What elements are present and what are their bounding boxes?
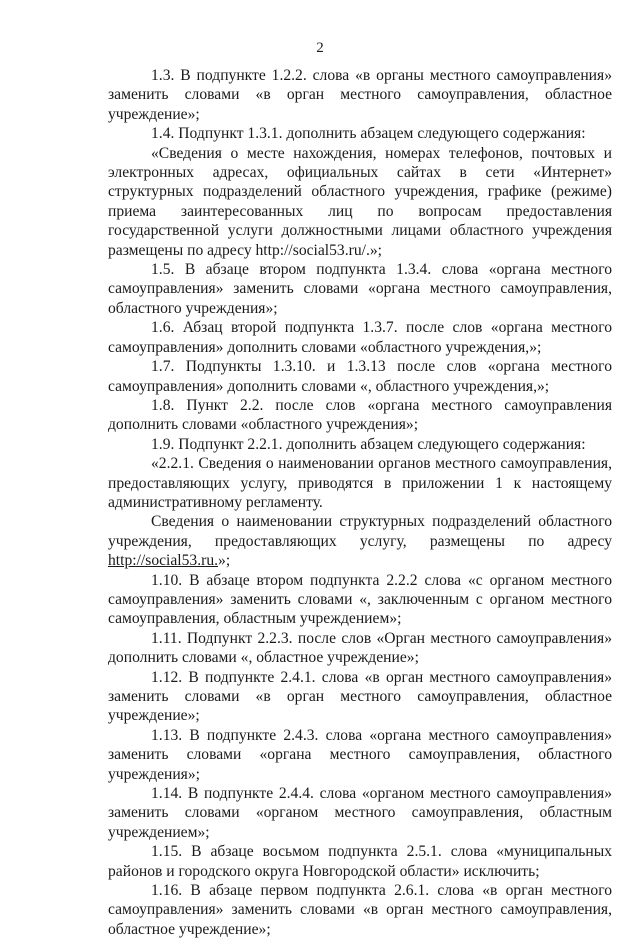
paragraph-1-16: 1.16. В абзаце первом подпункта 2.6.1. слова «в орган местного самоуправления» заменить словами «в орган местного самоуправления, областное учреждение»; [108, 882, 612, 938]
paragraph-1-14: 1.14. В подпункте 2.4.4. слова «органом местного самоуправления» заменить словами «органом местного самоуправления, областным учреждением»; [108, 785, 612, 841]
paragraph-1-10: 1.10. В абзаце втором подпункта 2.2.2 слова «с органом местного самоуправления» заменить словами «, заключенным с органом местного самоуправления, областным учреждением»; [108, 571, 612, 628]
paragraph-1-5: 1.5. В абзаце втором подпункта 1.3.4. слова «органа местного самоуправления» заменить словами «органа местного самоуправления, областного учреждения»; [108, 261, 612, 317]
link-suffix: »; [218, 552, 231, 570]
paragraph-1-7: 1.7. Подпункты 1.3.10. и 1.3.13 после слов «органа местного самоуправления» дополнить словами «, областного учреждения,»; [108, 358, 612, 395]
paragraph-1-6: 1.6. Абзац второй подпункта 1.3.7. после слов «органа местного самоуправления» дополнить словами «областного учреждения,»; [108, 319, 612, 356]
social53-link[interactable]: http://social53.ru. [108, 552, 219, 570]
paragraph-1-9-insert-2 [108, 512, 612, 570]
document-body [108, 66, 612, 939]
paragraph-1-3: 1.3. В подпункте 1.2.2. слова «в органы местного самоуправления» заменить словами «в орган местного самоуправления, областное учреждение»; [108, 67, 612, 123]
paragraph-1-11: 1.11. Подпункт 2.2.3. после слов «Орган местного самоуправления» дополнить словами «, областное учреждение»; [108, 629, 612, 667]
paragraph-1-12: 1.12. В подпункте 2.4.1. слова «в орган местного самоуправления» заменить словами «в орган местного самоуправления, областное учреждение»; [108, 668, 612, 725]
paragraph-1-13: 1.13. В подпункте 2.4.3. слова «органа местного самоуправления» заменить словами «органа местного самоуправления, областного учреждения»; [108, 726, 612, 783]
paragraph-1-8: 1.8. Пункт 2.2. после слов «органа местного самоуправления дополнить словами «областного учреждения»; [108, 396, 612, 434]
paragraph-1-15: 1.15. В абзаце восьмом подпункта 2.5.1. слова «муниципальных районов и городского округа Новгородской области» исключить; [108, 843, 612, 880]
paragraph-1-4: 1.4. Подпункт 1.3.1. дополнить абзацем следующего содержания: [151, 125, 586, 143]
paragraph-1-9: 1.9. Подпункт 2.2.1. дополнить абзацем следующего содержания: [151, 435, 586, 453]
paragraph-text: Сведения о наименовании структурных подразделений областного учреждения, предоставляющих услугу, размещены по адресу [108, 513, 612, 550]
page-number: 2 [316, 40, 324, 56]
paragraph-1-9-insert: «2.2.1. Сведения о наименовании органов местного самоуправления, предоставляющих услугу, приводятся в приложении 1 к настоящему административному регламенту. [108, 455, 612, 511]
paragraph-1-4-insert: «Сведения о месте нахождения, номерах телефонов, почтовых и электронных адресах, официальных сайтах в сети «Интернет» структурных подразделений областного учреждения, графике (режиме) приема заинтересованных лиц по вопросам предоставления государственной услуги должностными лицами областного учреждения размещены по адресу http://social53.ru/.»; [108, 144, 612, 259]
